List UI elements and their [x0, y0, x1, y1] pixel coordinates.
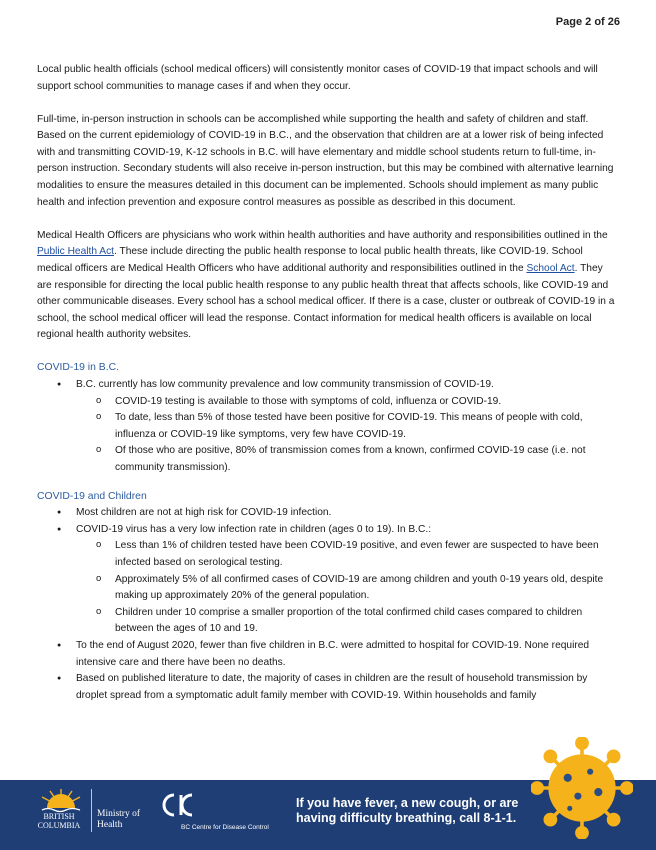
sub-list-item: o Approximately 5% of all confirmed cases of COVID-19 are among children and youth 0-19 years old, despite making up approximately 20% of the general population. — [76, 572, 619, 605]
virus-icon — [531, 737, 633, 839]
document-body — [37, 62, 619, 704]
school-act-link[interactable]: School Act — [526, 262, 575, 274]
ministry-line1: Ministry of — [97, 809, 141, 819]
bc-logo-text — [28, 812, 90, 830]
section-heading-covid-bc: COVID-19 in B.C. — [37, 362, 119, 374]
covid-children-list — [37, 505, 619, 704]
sub-list-item: o Less than 1% of children tested have been COVID-19 positive, and even fewer are suspected to have been infected based on serological testing. — [76, 538, 619, 571]
paragraph-instruction: Full-time, in-person instruction in schools can be accomplished while supporting the health and safety of children and staff. Based on the current epidemiology of COVID-19 in B.C., and the observation that children are at a lower risk of being infected with and transmitting COVID-19, K-12 schools in B.C. will have elementary and middle school students return to full-time, in-person instruction. Secondary students will also receive in-person instruction, but this may be combined with alternative learning modalities to ensure the measures detailed in this document can be implemented. Schools should implement as many public health and infection prevention and exposure control measures as possible as described in this document. — [37, 113, 614, 208]
cdc-logo-icon — [160, 792, 204, 818]
p3-text-b: . These include directing the public health response to local public health threats, like COVID-19. School medical officers are Medical Health Officers who have additional authority and responsibilities outlined in the — [37, 246, 583, 274]
list-item: ● Most children are not at high risk for COVID-19 infection. — [37, 505, 619, 522]
sub-list-item: o Children under 10 comprise a smaller proportion of the total confirmed child cases compared to children between the ages of 10 and 19. — [76, 605, 619, 638]
list-item: ● Based on published literature to date, the majority of cases in children are the result of household transmission by droplet spread from a symptomatic adult family member with COVID-19. Within households and family — [37, 671, 619, 704]
fever-call-message: If you have fever, a new cough, or are having difficulty breathing, call 8-1-1. — [296, 796, 519, 825]
bc-name-line1: BRITISH — [43, 812, 75, 821]
list-item — [37, 377, 619, 477]
page-number: Page 2 of 26 — [555, 16, 620, 28]
cdc-name: BC Centre for Disease Control — [181, 824, 269, 831]
sub-list-item: o To date, less than 5% of those tested have been positive for COVID-19. This means of people with cold, influenza or COVID-19 like symptoms, very few have COVID-19. — [76, 410, 619, 443]
footer-divider — [91, 789, 92, 832]
ministry-line2: Health — [97, 820, 123, 830]
paragraph-intro: Local public health officials (school medical officers) will consistently monitor cases of COVID-19 that impact schools and will support school communities to manage cases if and when they occur. — [37, 64, 598, 92]
list-item: ● To the end of August 2020, fewer than five children in B.C. were admitted to hospital for COVID-19. None required intensive care and there have been no deaths. — [37, 638, 619, 671]
covid-bc-list — [37, 377, 619, 477]
sub-list — [76, 394, 619, 477]
public-health-act-link[interactable]: Public Health Act — [37, 246, 115, 258]
paragraph-medical-officers — [37, 228, 619, 344]
section-heading-covid-children: COVID-19 and Children — [37, 490, 147, 502]
p3-text-c: . They are responsible for directing the local public health response to any public health threat that affects schools, like COVID-19 and other communicable diseases. Every school has a school medical officer. If there is a case, cluster or outbreak of COVID-19 in a school, the school medical officer will lead the response. Contact information for medical health officers is available on local regional health authority websites. — [37, 262, 615, 341]
bullet-text: B.C. currently has low community prevalence and low community transmission of COVID-19. — [76, 379, 494, 390]
sub-list-item: o COVID-19 testing is available to those with symptoms of cold, influenza or COVID-19. — [76, 394, 619, 411]
ministry-of-health-label — [97, 809, 140, 831]
bc-name-line2: COLUMBIA — [37, 821, 81, 830]
bullet-text: COVID-19 virus has a very low infection rate in children (ages 0 to 19). In B.C.: — [76, 523, 432, 535]
list-item — [37, 522, 619, 638]
p3-text-a: Medical Health Officers are physicians who work within health authorities and have authority and responsibilities outlined in the — [37, 229, 608, 241]
sub-list — [76, 538, 619, 638]
sub-list-item: o Of those who are positive, 80% of transmission comes from a known, confirmed COVID-19 case (i.e. not community transmission). — [76, 443, 619, 476]
